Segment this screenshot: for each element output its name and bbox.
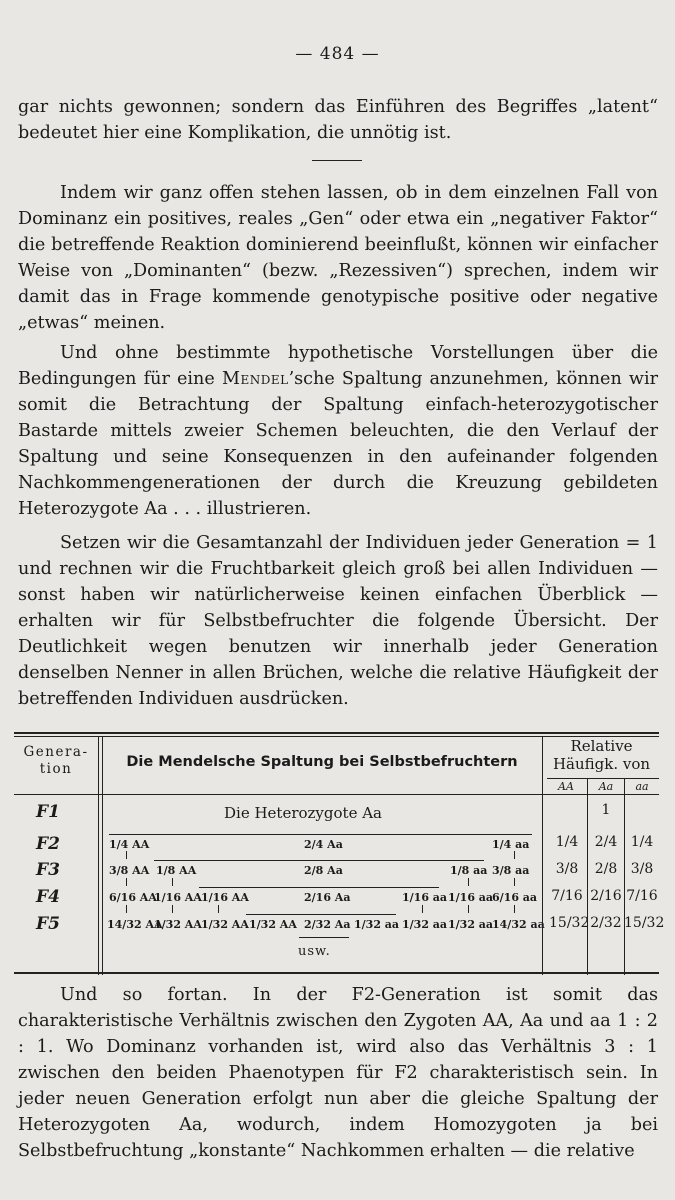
f3-aa-2: 3/8 aa xyxy=(492,864,530,877)
f3-Aa: 2/8 Aa xyxy=(304,864,343,877)
f4-Aa: 2/16 Aa xyxy=(304,891,351,904)
freq-F2-Aa: 2/4 xyxy=(594,834,618,850)
paragraph-3-start: Und ohne bestimmte hypothetische Vorstellungen über die Bedingungen für eine xyxy=(18,343,658,389)
paragraph-1-text: gar nichts gewonnen; sondern das Einführen des Begriffes „latent“ bedeutet hier eine Komplikation, die unnötig ist. xyxy=(18,97,658,143)
freq-F3-aa: 3/8 xyxy=(630,861,654,877)
paragraph-2 xyxy=(18,180,658,336)
paragraph-2-text: Indem wir ganz offen stehen lassen, ob in dem einzelnen Fall von Dominanz ein positives, reales „Gen“ oder etwa ein „negativer Faktor“ die betreffende Reaktion dominierend beeinflußt, können wir einfacher Weise von „Dominanten“ (bezw. „Rezessiven“) sprechen, indem wir damit das in Frage kommende genotypische positive oder negative „etwas“ meinen. xyxy=(18,183,658,333)
tick xyxy=(468,878,469,886)
subhead-rule xyxy=(547,778,659,779)
paragraph-4 xyxy=(18,530,658,712)
f3-AA-2: 1/8 AA xyxy=(156,864,197,877)
bracket-f6 xyxy=(299,937,349,938)
freq-F1-Aa: 1 xyxy=(601,802,611,818)
bracket-f2 xyxy=(109,834,532,835)
bracket-f4 xyxy=(199,887,439,888)
heterozygote-label: Die Heterozygote Aa xyxy=(224,804,382,822)
section-divider xyxy=(312,160,362,161)
gen-label-F1: F1 xyxy=(36,802,60,822)
f5-AA-2: 1/32 AA xyxy=(154,918,202,931)
gen-label-F4: F4 xyxy=(36,887,60,907)
f5-Aa: 2/32 Aa xyxy=(304,918,351,931)
usw-label: usw. xyxy=(298,944,331,959)
mendel-name: Mendel xyxy=(221,369,289,389)
paragraph-3 xyxy=(18,340,658,522)
paragraph-5-text: Und so fortan. In der F2-Generation ist somit das charakteristische Verhältnis zwischen den Zygoten AA, Aa und aa 1 : 2 : 1. Wo Dominanz vorhanden ist, wird also das Verhältnis 3 : 1 zwischen den beiden Phaenotypen für F2 charakteristisch sein. In jeder neuen Generation erfolgt nun aber die gleiche Spaltung der Heterozygoten Aa, wodurch, indem Homozygoten ja bei Selbstbefruchtung „konstante“ Nachkommen erhalten — die relative xyxy=(18,985,658,1161)
mendel-splitting-table xyxy=(14,732,665,976)
freq-F4-Aa: 2/16 xyxy=(590,888,622,904)
header-relative: Relative Häufigk. von xyxy=(552,737,651,773)
tick xyxy=(172,878,173,886)
paragraph-3-text xyxy=(18,340,658,522)
f2-Aa: 2/4 Aa xyxy=(304,838,343,851)
f4-AA-1: 6/16 AA xyxy=(109,891,157,904)
tick xyxy=(422,905,423,913)
f5-AA-4: 1/32 AA xyxy=(249,918,297,931)
f5-AA-1: 14/32 AA xyxy=(107,918,163,931)
f3-AA-1: 3/8 AA xyxy=(109,864,150,877)
bracket-f3 xyxy=(154,860,484,861)
tick xyxy=(126,905,127,913)
table-bottom-rule xyxy=(14,972,659,974)
header-col-AA: AA xyxy=(558,780,574,793)
tick xyxy=(514,851,515,859)
freq-F4-AA: 7/16 xyxy=(551,888,583,904)
tick xyxy=(172,905,173,913)
tick xyxy=(514,878,515,886)
bracket-f5 xyxy=(246,914,396,915)
col-divider-1 xyxy=(98,737,99,975)
header-col-aa: aa xyxy=(635,780,649,793)
f5-AA-3: 1/32 AA xyxy=(201,918,249,931)
f4-AA-2: 1/16 AA xyxy=(154,891,202,904)
table-top-rule xyxy=(14,732,659,734)
paragraph-3-end: ’sche Spaltung anzunehmen, können wir somit die Betrachtung der Spaltung einfach-heterozygotischer Bastarde mittels zweier Schemen beleuchten, die den Verlauf der Spaltung und seine Konsequenzen in den aufeinander folgenden Nachkommengenerationen der durch die Kreuzung gebildeten Heterozygote Aa . . . illustrieren. xyxy=(18,369,658,519)
f3-aa-1: 1/8 aa xyxy=(450,864,488,877)
header-rule xyxy=(14,794,659,795)
freq-F2-aa: 1/4 xyxy=(630,834,654,850)
header-main: Die Mendelsche Spaltung bei Selbstbefruchtern xyxy=(126,754,518,770)
tick xyxy=(126,851,127,859)
freq-F2-AA: 1/4 xyxy=(555,834,579,850)
freq-F5-Aa: 2/32 xyxy=(590,915,622,931)
tick xyxy=(514,905,515,913)
freq-F5-AA: 15/32 xyxy=(549,915,590,931)
f5-aa-4: 14/32 aa xyxy=(492,918,545,931)
freq-F4-aa: 7/16 xyxy=(626,888,658,904)
f5-aa-1: 1/32 aa xyxy=(354,918,400,931)
f2-AA: 1/4 AA xyxy=(109,838,150,851)
gen-label-F2: F2 xyxy=(36,834,60,854)
col-divider-1b xyxy=(102,737,103,975)
paragraph-5 xyxy=(18,982,658,1164)
tick xyxy=(218,905,219,913)
f4-aa-2: 1/16 aa xyxy=(448,891,494,904)
freq-F3-AA: 3/8 xyxy=(555,861,579,877)
page-number: — 484 — xyxy=(295,44,380,64)
header-generation: Genera-tion xyxy=(23,744,89,777)
f5-aa-3: 1/32 aa xyxy=(448,918,494,931)
tick xyxy=(126,878,127,886)
f5-aa-2: 1/32 aa xyxy=(402,918,448,931)
freq-F3-Aa: 2/8 xyxy=(594,861,618,877)
f4-aa-3: 6/16 aa xyxy=(492,891,538,904)
freq-F5-aa: 15/32 xyxy=(624,915,665,931)
f4-AA-3: 1/16 AA xyxy=(201,891,249,904)
f4-aa-1: 1/16 aa xyxy=(402,891,448,904)
header-col-Aa: Aa xyxy=(598,780,614,793)
f2-aa: 1/4 aa xyxy=(492,838,530,851)
tick xyxy=(468,905,469,913)
paragraph-4-text: Setzen wir die Gesamtanzahl der Individuen jeder Generation = 1 und rechnen wir die Fruchtbarkeit gleich groß bei allen Individuen — sonst haben wir natürlicherweise keinen einfachen Überblick — erhalten wir für Selbstbefruchter die folgende Übersicht. Der Deutlichkeit wegen benutzen wir innerhalb jeder Generation denselben Nenner in allen Brüchen, welche die relative Häufigkeit der betreffenden Individuen ausdrücken. xyxy=(18,533,658,709)
paragraph-1 xyxy=(18,94,658,146)
col-divider-2 xyxy=(542,737,543,975)
gen-label-F3: F3 xyxy=(36,860,60,880)
gen-label-F5: F5 xyxy=(36,914,60,934)
